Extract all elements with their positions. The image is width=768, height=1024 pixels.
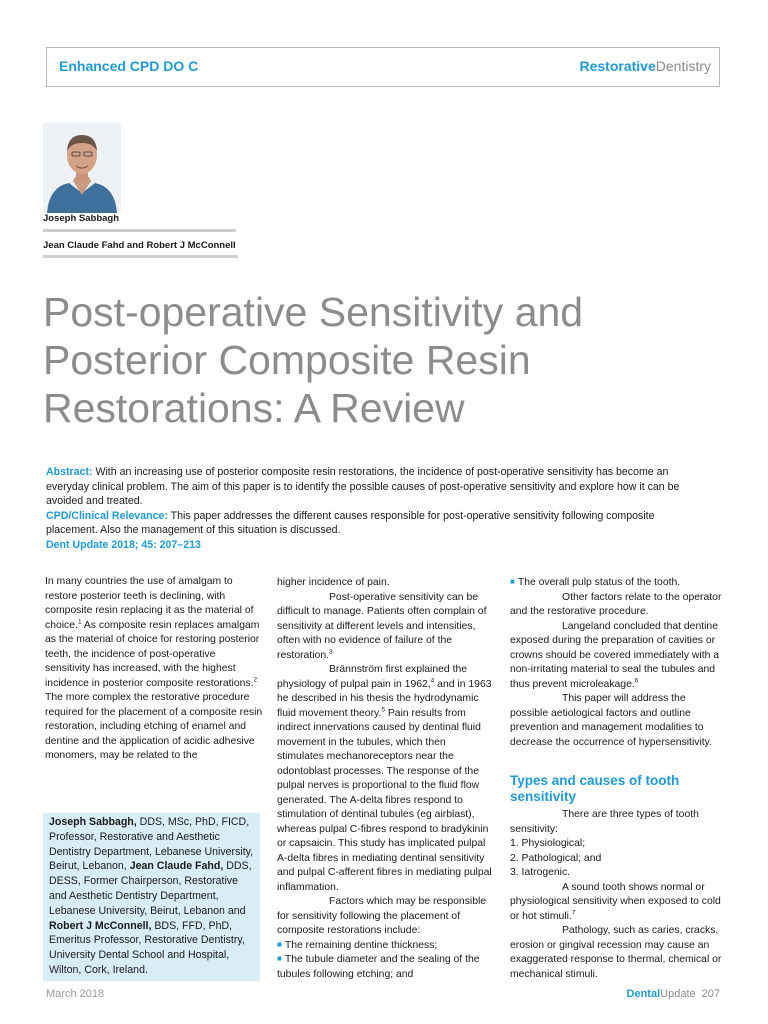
- text-run: DDS, MSc, PhD, FICD, Professor, Restorative and Aesthetic Dentistry Department, Lebanese University, Beirut, Lebanon,: [49, 816, 254, 873]
- text-run: The overall pulp status of the tooth.: [517, 577, 681, 588]
- journal-section-label: [580, 58, 712, 74]
- reference-marker: 5: [381, 706, 385, 714]
- list-item: 1. Physiological;: [510, 838, 586, 849]
- bio-name: Robert J McConnell,: [49, 919, 152, 932]
- author-photo: [43, 123, 121, 213]
- author-bio: [49, 815, 254, 978]
- body-paragraph: Other factors relate to the operator and the restorative procedure.: [510, 591, 722, 617]
- page-number: 207: [701, 988, 720, 1000]
- section-heading: Types and causes of tooth sensitivity: [510, 773, 680, 804]
- author-portrait-image: [43, 123, 121, 213]
- text-run: In many countries the use of amalgam to restore posterior teeth is declining, with composite resin replacing it as the material of choice.: [45, 576, 254, 631]
- cpd-text: This paper addresses the different causes responsible for post-operative sensitivity following composite placement. Also the management of this situation is discussed.: [46, 509, 655, 537]
- text-run: Langeland concluded that dentine exposed during the preparation of cavities or crowns should be covered immediately with a non-irritating material to seal the tubules and thus prevent microleakage.: [510, 620, 720, 690]
- text-run: and in 1963 he described in his thesis the hydrodynamic fluid movement theory.: [277, 678, 492, 719]
- abstract-block: [46, 465, 706, 553]
- body-paragraph: [510, 881, 725, 925]
- reference-marker: 6: [634, 677, 639, 685]
- bullet-item: [277, 939, 495, 954]
- text-run: The remaining dentine thickness;: [284, 939, 438, 951]
- text-run: BDS, FFD, PhD, Emeritus Professor, Restorative Dentistry, University Dental School and Hospital, Wilton, Cork, Ireland.: [49, 919, 245, 976]
- cpd-label: CPD/Clinical Relevance:: [46, 509, 168, 522]
- divider: [43, 255, 238, 258]
- reference-marker: 1: [77, 618, 82, 626]
- text-run: A sound tooth shows normal or physiological sensitivity when exposed to cold or hot stimuli.: [510, 881, 721, 922]
- bio-name: Joseph Sabbagh,: [49, 816, 137, 828]
- section-label: Enhanced CPD DO C: [59, 58, 199, 74]
- body-paragraph: [277, 591, 495, 664]
- body-column-1: [45, 575, 263, 764]
- text-run: Pain results from indirect innervations caused by dentinal fluid movement in the tubules, which then stimulates mechanoreceptors near the odontoblast processes. The response of the pulpal nerves is proportional to the fluid flow generated. The A-delta fibres respond to stimulation of dentinal tubules (eg airblast), whereas pulpal C-fibres respond to bradykinin or capsaicin. This study has implicated pulpal A-delta fibres in mediating dentinal sensitivity and pulpal C-afferent fibres in mediating pulpal inflammation.: [277, 707, 492, 893]
- abstract-paragraph: [46, 465, 706, 509]
- text-run: Brännström first explained the physiology of pulpal pain in 1962,: [277, 664, 468, 690]
- text-run: As composite resin replaces amalgam as the material of choice for restoring posterior teeth, the incidence of post-operative sensitivity has increased, with the highest incidence in posterior composite restorations.: [45, 619, 260, 689]
- reference-marker: 2: [253, 676, 258, 684]
- text-run: Post-operative sensitivity can be difficult to manage. Patients often complain of sensitivity at different levels and intensities, often with no evidence of failure of the restoration.: [277, 591, 487, 661]
- bullet-square-icon: [277, 940, 285, 951]
- body-paragraph: [510, 620, 725, 693]
- citation: Dent Update 2018; 45: 207–213: [46, 538, 201, 551]
- abstract-label: Abstract:: [46, 466, 93, 478]
- reference-marker: 7: [571, 909, 576, 917]
- text-run: DDS, DESS, Former Chairperson, Restorative and Aesthetic Dentistry Department, Lebanese University, Beirut, Lebanon and: [49, 860, 252, 917]
- abstract-text: With an increasing use of posterior composite resin restorations, the incidence of post-operative sensitivity has become an everyday clinical problem. The aim of this paper is to identify the possible causes of post-operative sensitivity and explore how it can be avoided and treated.: [46, 466, 680, 508]
- bullet-square-icon: [510, 577, 518, 588]
- journal-section-part-a: Restorative: [579, 58, 656, 74]
- body-column-3-continued: [510, 808, 725, 982]
- body-column-3: [510, 576, 725, 750]
- header-box: [46, 47, 720, 87]
- body-paragraph: Factors which may be responsible for sensitivity following the placement of composite restorations include:: [277, 896, 487, 936]
- footer-journal-part-b: Update: [660, 988, 696, 1000]
- body-paragraph: This paper will address the possible aetiological factors and outline prevention and management modalities to decrease the occurrence of hypersensitivity.: [510, 693, 712, 748]
- text-run: The more complex the restorative procedure required for the placement of a composite resin restoration, including etching of enamel and dentine and the application of acidic adhesive monomers, may be related to the: [45, 692, 263, 761]
- bullet-item: [277, 953, 495, 982]
- bullet-square-icon: [277, 954, 285, 965]
- body-paragraph: [45, 575, 263, 764]
- list-item: 2. Pathological; and: [510, 852, 602, 864]
- text-run: The tubule diameter and the sealing of the tubules following etching; and: [277, 954, 480, 980]
- bullet-item: [510, 576, 725, 591]
- reference-marker: 4: [430, 677, 435, 685]
- body-column-2: [277, 576, 495, 982]
- list-item: 3. Iatrogenic.: [510, 867, 571, 878]
- cpd-paragraph: [46, 509, 706, 538]
- body-paragraph: There are three types of tooth sensitivity:: [510, 809, 699, 835]
- body-paragraph: Pathology, such as caries, cracks, erosion or gingival recession may cause an exaggerated response to thermal, chemical or mechanical stimuli.: [510, 925, 722, 980]
- author-name: Joseph Sabbagh: [43, 213, 120, 224]
- body-paragraph: higher incidence of pain.: [277, 577, 390, 588]
- author-bio-box: [43, 813, 260, 981]
- reference-marker: 3: [328, 648, 333, 656]
- body-paragraph: [277, 663, 495, 895]
- footer-journal: [627, 988, 720, 1000]
- article-title: Post-operative Sensitivity and Posterior Composite Resin Restorations: A Review: [43, 289, 584, 431]
- bio-name: Jean Claude Fahd,: [129, 860, 224, 873]
- divider: [43, 229, 236, 232]
- footer-date: March 2018: [46, 988, 105, 1000]
- journal-section-part-b: Dentistry: [655, 58, 711, 74]
- footer-journal-part-a: Dental: [626, 988, 661, 1000]
- coauthor-names: Jean Claude Fahd and Robert J McConnell: [43, 240, 236, 251]
